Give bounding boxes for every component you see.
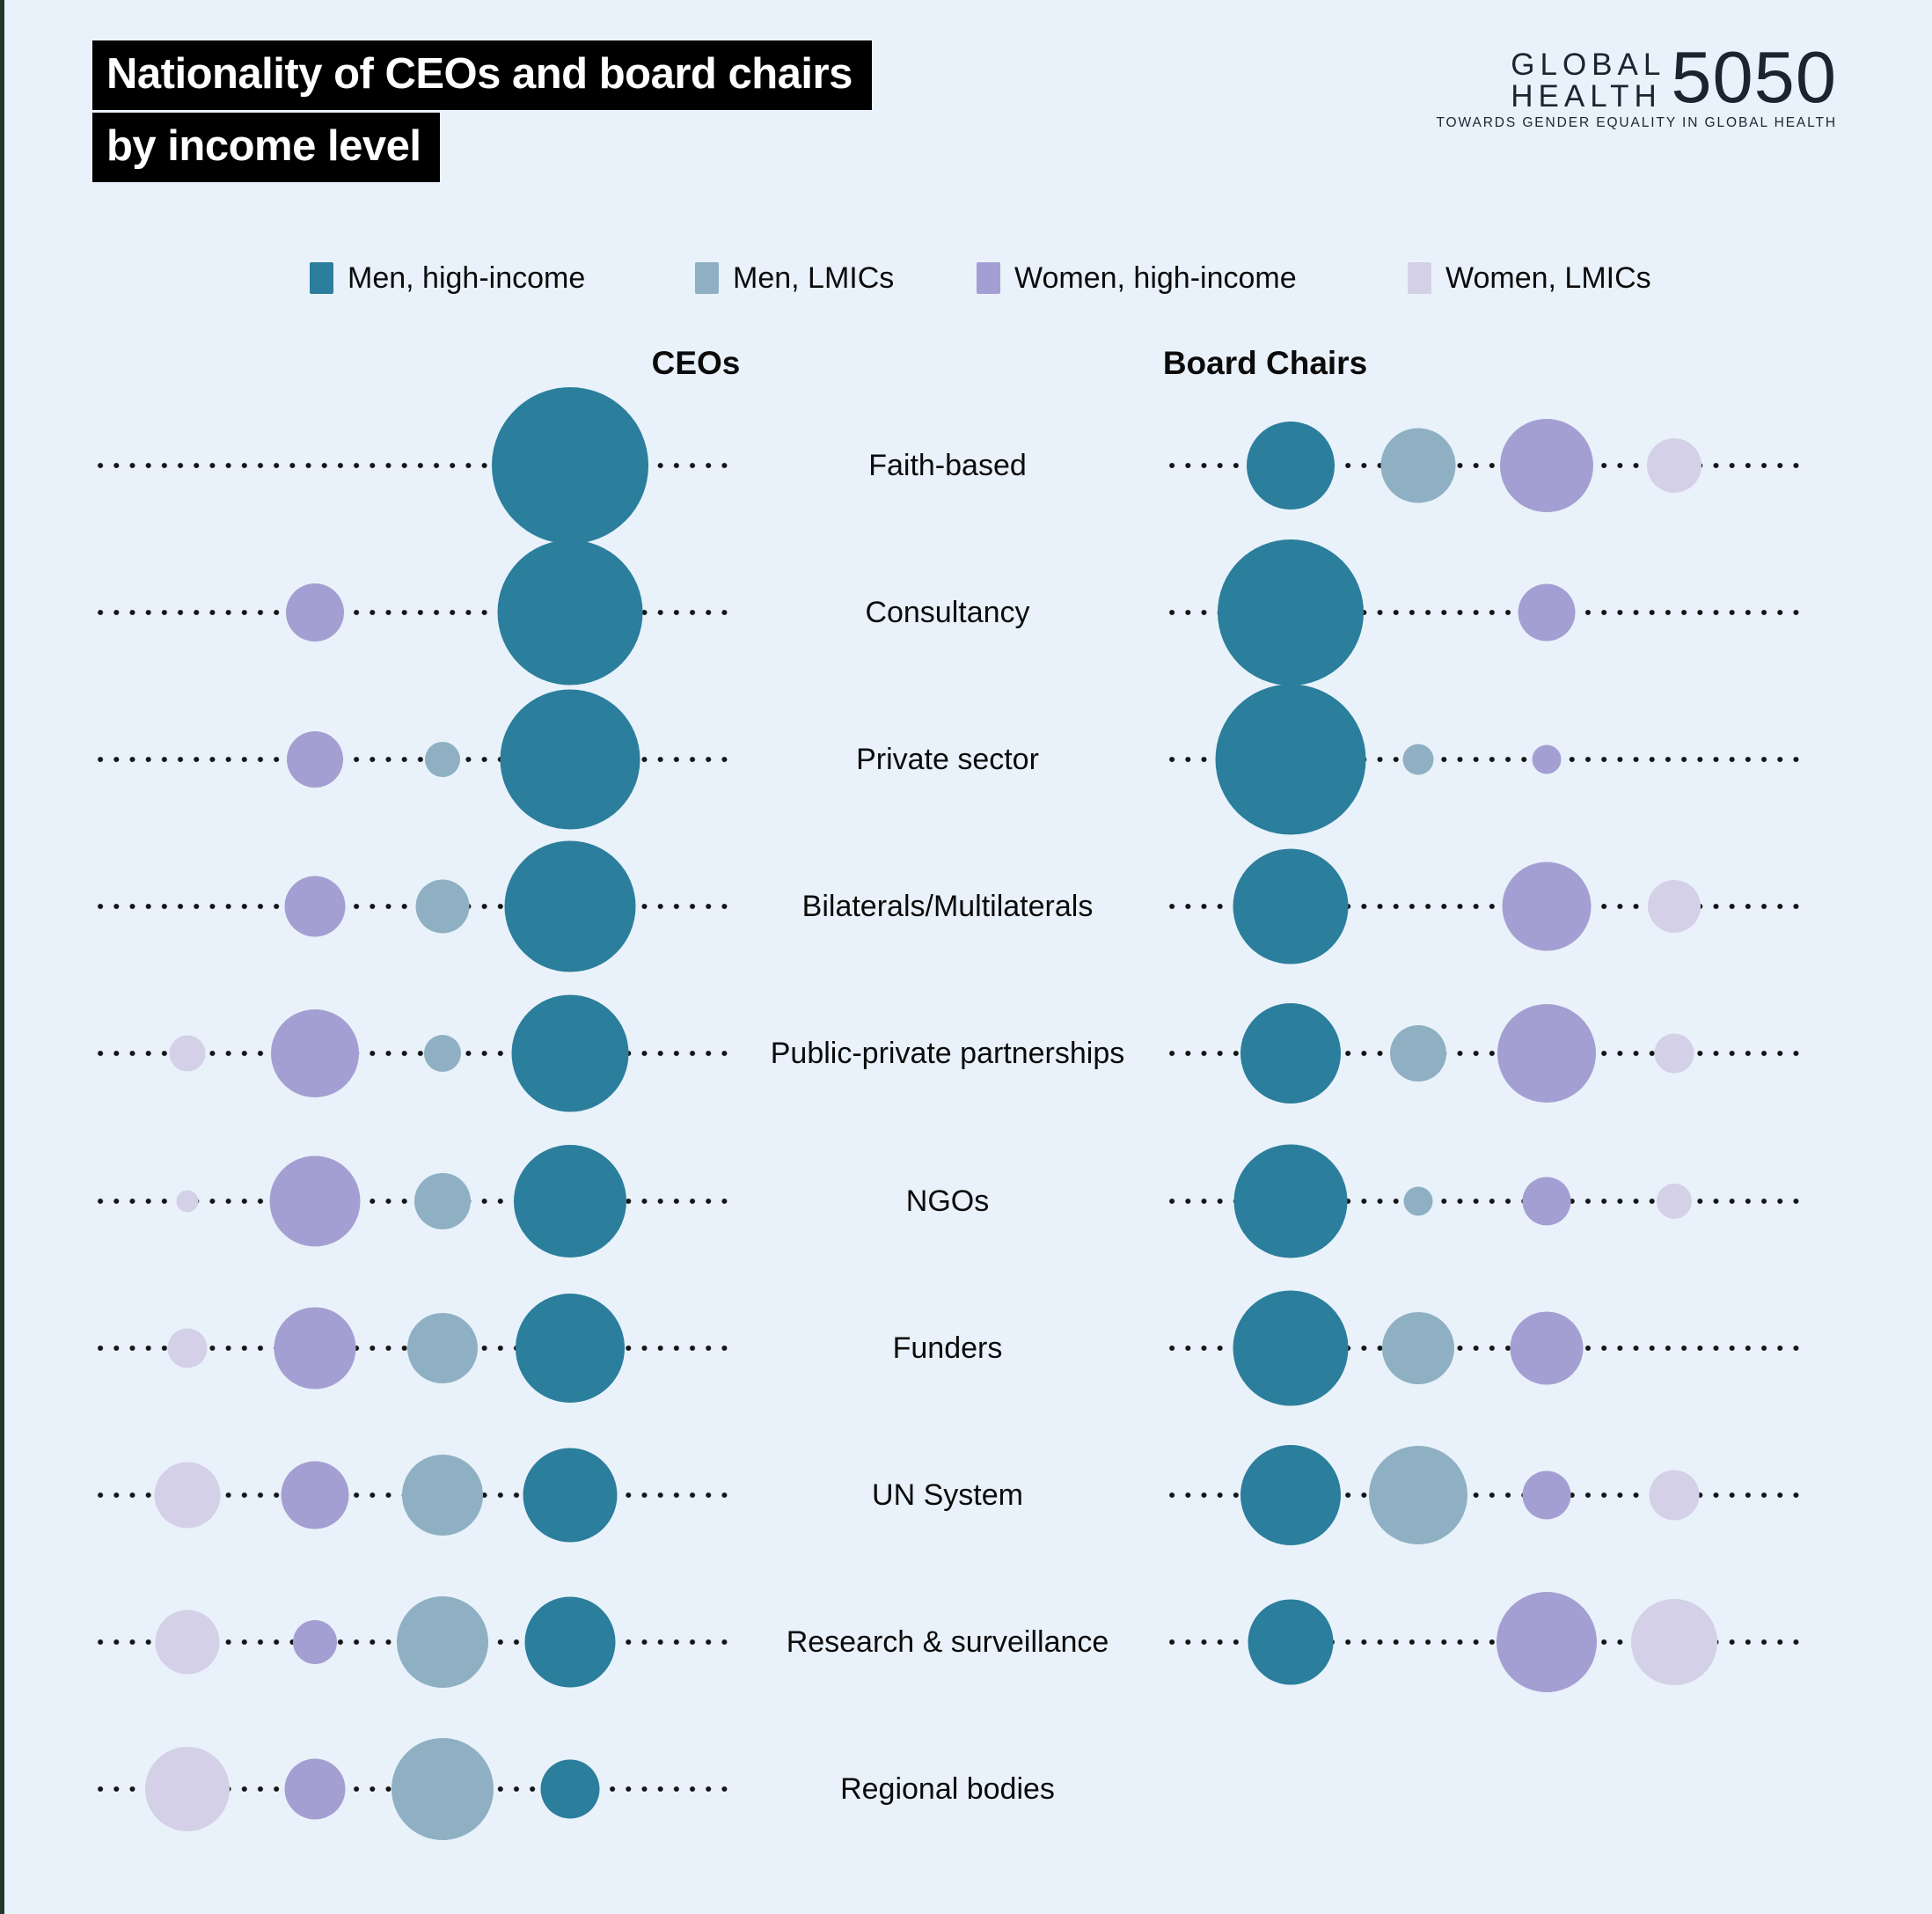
bubble-ceo-men-high xyxy=(498,540,643,686)
bubble-ceo-women-high xyxy=(282,1462,349,1529)
legend-item-women-lmics xyxy=(1408,260,1651,296)
bubble-board-women-high xyxy=(1511,1312,1584,1385)
bubble-ceo-men-lmic xyxy=(424,1035,461,1072)
bubble-ceo-women-high xyxy=(285,876,346,937)
bubble-ceo-women-lmic xyxy=(170,1036,206,1072)
bubble-ceo-men-lmic xyxy=(397,1596,488,1688)
bubble-ceo-women-high xyxy=(286,583,344,642)
chart-title-line2: by income level xyxy=(92,113,440,182)
bubble-ceo-women-lmic xyxy=(168,1329,208,1368)
row-label: UN System xyxy=(872,1478,1023,1512)
bubble-ceo-men-lmic xyxy=(392,1738,494,1840)
bubble-ceo-men-lmic xyxy=(407,1313,478,1383)
bubble-board-women-lmic xyxy=(1631,1599,1717,1685)
bubble-board-men-high xyxy=(1233,849,1349,964)
bubble-ceo-men-high xyxy=(523,1448,618,1543)
bubble-ceo-men-high xyxy=(541,1760,600,1819)
bubble-board-women-high xyxy=(1523,1177,1571,1226)
bubble-ceo-men-high xyxy=(514,1145,626,1258)
bubble-board-men-high xyxy=(1216,685,1366,835)
bubble-board-men-lmic xyxy=(1404,1187,1433,1216)
logo-number-5050: 5050 xyxy=(1671,36,1837,118)
bubble-board-men-lmic xyxy=(1369,1446,1467,1544)
bubble-board-women-lmic xyxy=(1647,438,1701,493)
bubble-board-men-lmic xyxy=(1382,1312,1454,1384)
logo-wordmark xyxy=(1436,36,1837,118)
bubble-board-men-high xyxy=(1248,1600,1334,1685)
bubble-board-women-high xyxy=(1497,1592,1597,1692)
row-label: Funders xyxy=(892,1331,1003,1365)
bubble-board-women-lmic xyxy=(1650,1470,1700,1521)
bubble-board-women-high xyxy=(1500,419,1593,512)
row-label: Research & surveillance xyxy=(786,1624,1109,1659)
legend-swatch-women-lmics xyxy=(1408,262,1431,294)
bubble-ceo-men-lmic xyxy=(402,1455,483,1536)
row-label: Faith-based xyxy=(868,448,1027,482)
legend-label-women-high-income: Women, high-income xyxy=(1014,260,1297,295)
bubble-board-women-high xyxy=(1523,1471,1571,1520)
legend-swatch-men-lmics xyxy=(695,262,719,294)
bubble-board-men-high xyxy=(1234,1145,1348,1258)
legend-swatch-men-high-income xyxy=(310,262,333,294)
globalhealth5050-logo xyxy=(1436,36,1837,131)
bubble-board-men-high xyxy=(1218,539,1364,686)
bubble-board-men-high xyxy=(1247,422,1335,510)
bubble-ceo-men-lmic xyxy=(425,742,460,777)
bubble-ceo-women-lmic xyxy=(177,1191,199,1213)
bubble-board-women-lmic xyxy=(1657,1184,1692,1219)
legend-label-men-lmics: Men, LMICs xyxy=(733,260,895,295)
bubble-board-women-high xyxy=(1519,584,1576,642)
bubble-board-women-lmic xyxy=(1648,880,1701,933)
legend-label-men-high-income: Men, high-income xyxy=(348,260,586,295)
bubble-ceo-women-lmic xyxy=(155,1463,221,1529)
bubble-ceo-women-high xyxy=(287,731,343,788)
bubble-ceo-men-high xyxy=(512,995,629,1112)
dotted-line-ceo xyxy=(92,904,733,909)
bubble-ceo-men-lmic xyxy=(416,880,470,934)
logo-tagline: TOWARDS GENDER EQUALITY IN GLOBAL HEALTH xyxy=(1436,115,1837,131)
bubble-ceo-women-high xyxy=(270,1156,361,1247)
legend-item-women-high-income xyxy=(977,260,1297,296)
legend-item-men-lmics xyxy=(695,260,894,296)
bubble-ceo-men-high xyxy=(501,690,640,830)
bubble-ceo-women-high xyxy=(271,1009,359,1097)
logo-words xyxy=(1511,44,1665,112)
bubble-ceo-women-lmic xyxy=(156,1610,220,1675)
bubble-ceo-men-high xyxy=(525,1597,616,1688)
legend-label-women-lmics: Women, LMICs xyxy=(1445,260,1651,295)
chart-title xyxy=(92,40,872,185)
bubble-board-men-high xyxy=(1233,1291,1349,1406)
column-header-board-chairs: Board Chairs xyxy=(1162,345,1368,381)
bubble-board-women-lmic xyxy=(1655,1034,1694,1074)
row-label: Regional bodies xyxy=(840,1771,1055,1806)
bubble-ceo-men-high xyxy=(492,387,648,544)
bubble-board-women-high xyxy=(1503,862,1592,951)
bubble-ceo-women-high xyxy=(285,1759,346,1820)
bubble-ceo-men-high xyxy=(516,1294,625,1403)
bubble-ceo-women-high xyxy=(293,1620,337,1664)
row-label: Consultancy xyxy=(865,595,1030,629)
bubble-ceo-men-high xyxy=(505,841,636,972)
legend-item-men-high-income xyxy=(310,260,585,296)
bubble-board-men-lmic xyxy=(1381,429,1456,503)
row-label: Private sector xyxy=(856,742,1039,776)
row-label: NGOs xyxy=(905,1184,990,1218)
bubble-board-women-high xyxy=(1533,745,1562,774)
row-label: Bilaterals/Multilaterals xyxy=(801,889,1094,923)
chart-title-line1: Nationality of CEOs and board chairs xyxy=(92,40,872,110)
logo-word-global: GLOBAL xyxy=(1511,48,1666,82)
left-edge-strip xyxy=(0,0,4,1914)
bubble-board-men-lmic xyxy=(1403,744,1434,775)
bubble-board-men-high xyxy=(1240,1445,1341,1545)
row-label: Public-private partnerships xyxy=(770,1036,1125,1070)
bubble-ceo-men-lmic xyxy=(414,1173,471,1229)
bubble-ceo-women-high xyxy=(274,1308,356,1390)
bubble-board-men-high xyxy=(1240,1003,1341,1104)
bubble-ceo-women-lmic xyxy=(145,1747,230,1831)
bubble-board-women-high xyxy=(1497,1004,1596,1103)
bubble-board-men-lmic xyxy=(1390,1025,1446,1082)
legend-swatch-women-high-income xyxy=(977,262,1000,294)
logo-word-health: HEALTH xyxy=(1511,78,1662,114)
column-header-ceos: CEOs xyxy=(651,345,741,381)
